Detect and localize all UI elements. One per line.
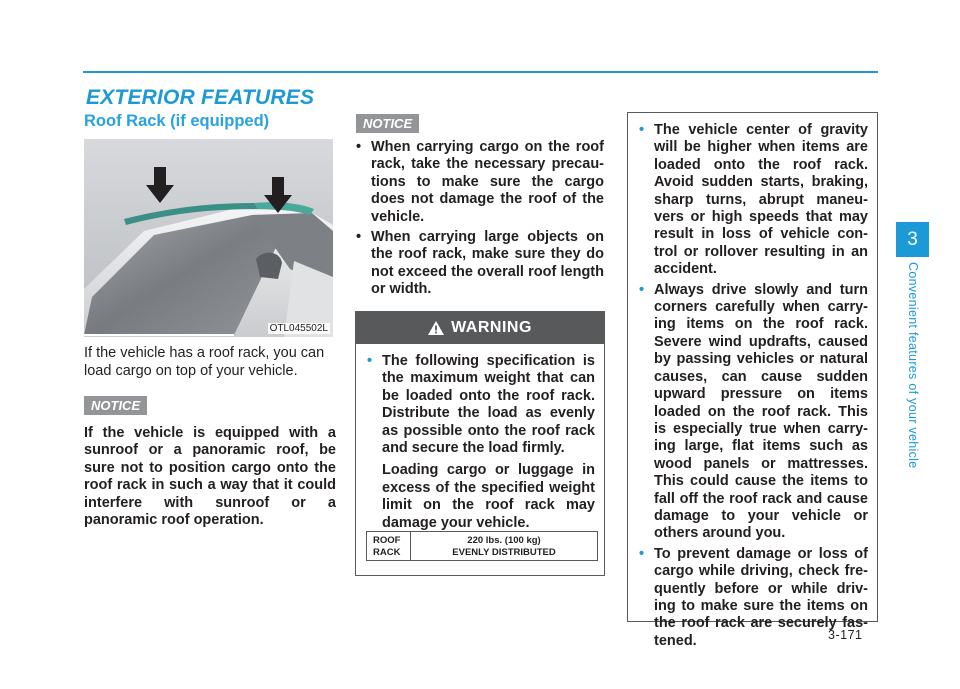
list-item — [367, 353, 595, 532]
spec-value-cell — [411, 532, 597, 560]
list-item: • To prevent damage or loss of cargo while driving, check fre-quently before or while driv-ing to make sure the items on the roof rack are securely fas-tened. — [639, 546, 868, 650]
spec-value-line2: EVENLY DISTRIBUTED — [452, 547, 556, 558]
list-item: • When carrying cargo on the roof rack, take the necessary precau-tions to make sure the cargo does not damage the roof of the vehicle. — [356, 139, 604, 226]
list-item: • The vehicle center of gravity will be higher when items are loaded onto the roof rack. Avoid sudden starts, braking, sharp turns, abrupt maneu-vers or high speeds that may result in loss of vehicle con-trol or rollover resulting in an accident. — [639, 122, 868, 279]
subsection-title: Roof Rack (if equipped) — [84, 112, 270, 130]
spec-label-cell — [367, 532, 411, 560]
list-item: • When carrying large objects on the roof rack, make sure they do not exceed the overall roof length or width. — [356, 229, 604, 299]
image-code-label: OTL045502L — [269, 323, 328, 334]
spec-label-line2: RACK — [373, 547, 401, 558]
spec-label-line1: ROOF — [373, 535, 401, 546]
notice-badge-middle: NOTICE — [356, 114, 419, 133]
section-title: EXTERIOR FEATURES — [86, 86, 315, 109]
page-number: 3-171 — [828, 628, 863, 642]
spec-value-line1: 220 lbs. (100 kg) — [467, 535, 541, 546]
chapter-title-vertical: Convenient features of your vehicle — [906, 262, 920, 469]
list-item: • Always drive slowly and turn corners carefully when carry-ing items on the roof rack. Severe wind updrafts, caused by passing vehicles or natural causes, can cause sudden upward pressure on items loaded on the roof rack. This is especially true when carry-ing large, flat items such as wood panels or mattresses. This could cause the items to fall off the roof rack and cause damage to your vehicle or others around you. — [639, 282, 868, 543]
roof-rack-spec-table — [366, 531, 598, 561]
roof-rack-car-illustration — [84, 139, 333, 337]
warning-box — [355, 311, 605, 576]
intro-paragraph: If the vehicle has a roof rack, you can load cargo on top of your vehicle. — [84, 345, 325, 379]
top-rule — [83, 71, 878, 73]
warning-item-text: The following specification is the maximum weight that can be loaded onto the roof rack. Distribute the load as evenly as possible onto the roof rack and secure the load firmly. — [382, 353, 595, 457]
car-illustration-svg — [84, 139, 333, 337]
warning-item-continued: Loading cargo or luggage in excess of the specified weight limit on the roof rack may damage your vehicle. — [382, 462, 595, 531]
warning-list — [367, 353, 595, 532]
safety-warning-list — [639, 122, 868, 650]
chapter-number-tab: 3 — [896, 222, 929, 257]
roof-cargo-notice-list — [356, 139, 604, 302]
warning-triangle-icon — [428, 321, 444, 335]
notice-badge-left: NOTICE — [84, 396, 147, 415]
warning-header — [356, 312, 604, 344]
sunroof-notice-text: If the vehicle is equipped with a sunroof or a panoramic roof, be sure not to position cargo onto the roof rack in such a way that it could interfere with sunroof or a panoramic roof operation. — [84, 425, 336, 529]
warning-title: WARNING — [451, 319, 532, 336]
